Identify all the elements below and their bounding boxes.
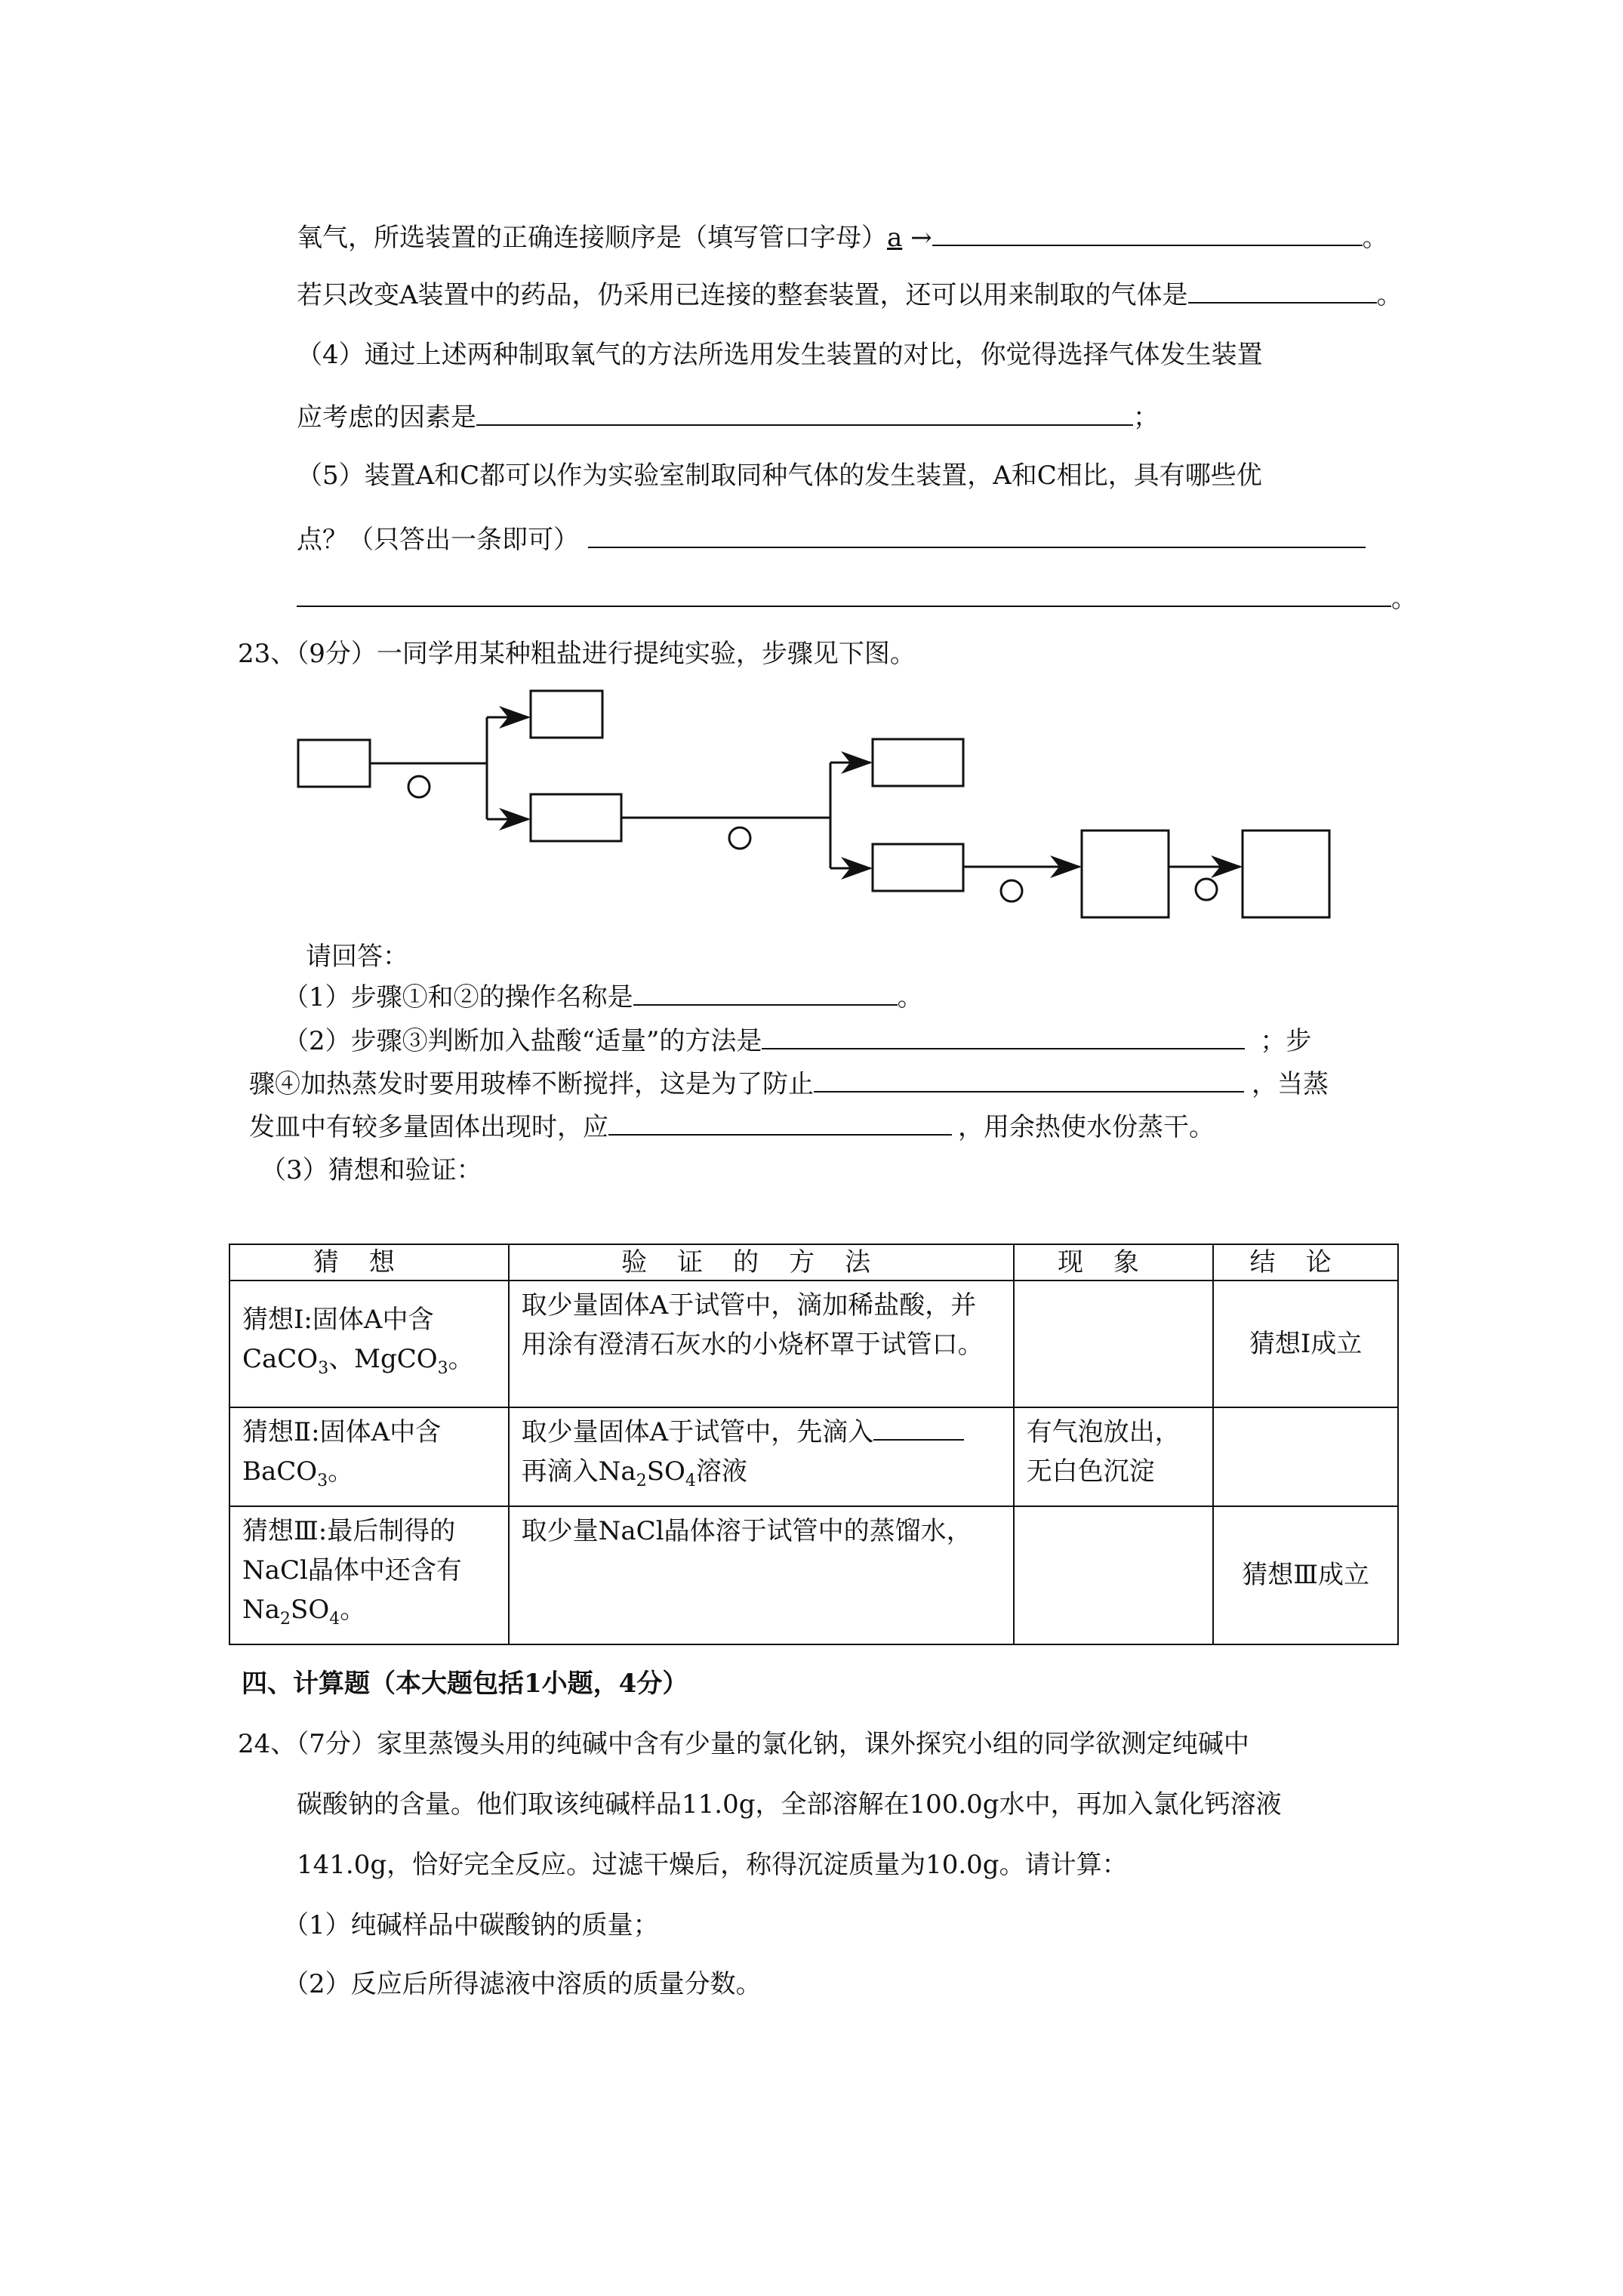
- q23-answer2-line2: [249, 1065, 1329, 1102]
- conclusion-cell: 猜想Ⅲ成立: [1213, 1506, 1398, 1644]
- q22-part4-line1: （4）通过上述两种制取氧气的方法所选用发生装置的对比，你觉得选择气体发生装置: [297, 340, 1263, 370]
- q24-line3: 141.0g，恰好完全反应。过滤干燥后，称得沉淀质量为10.0g。请计算：: [297, 1850, 1128, 1880]
- subscript: 3: [437, 1358, 448, 1378]
- punctuation: 。: [340, 1594, 366, 1625]
- flow-box-solution: [873, 844, 963, 891]
- formula-text: CaCO: [242, 1343, 319, 1374]
- answer-blank[interactable]: [814, 1065, 1244, 1093]
- section4-title: 四、计算题（本大题包括1小题，4分）: [242, 1669, 688, 1699]
- verification-table: [229, 1244, 1399, 1645]
- punctuation: 。: [448, 1343, 474, 1374]
- q22-part5-line2-text: 点？（只答出一条即可）: [297, 525, 579, 555]
- method-text: 溶液: [695, 1456, 747, 1487]
- answer-blank[interactable]: [1188, 276, 1377, 304]
- answer-blank[interactable]: [873, 1416, 964, 1441]
- q23-answer2-line1-text: （2）步骤③判断加入盐酸“适量”的方法是: [283, 1026, 762, 1056]
- flow-box-precipitate: [873, 739, 963, 786]
- q24-line2: 碳酸钠的含量。他们取该纯碱样品11.0g，全部溶解在100.0g水中，再加入氯化钙溶液: [297, 1789, 1282, 1820]
- flow-box-crude-salt: [298, 740, 370, 787]
- table-row: [229, 1281, 1398, 1407]
- answer-blank[interactable]: [588, 521, 1366, 548]
- conclusion-cell[interactable]: [1213, 1407, 1398, 1506]
- q22-part4-line2-text: 应考虑的因素是: [297, 402, 476, 433]
- method-text: 再滴入Na: [521, 1456, 636, 1487]
- answer-blank[interactable]: [932, 219, 1363, 246]
- answer-blank[interactable]: [297, 580, 1391, 607]
- table-row: [229, 1506, 1398, 1644]
- answer-blank[interactable]: [633, 978, 898, 1006]
- method-cell: 取少量NaCl晶体溶于试管中的蒸馏水，: [509, 1506, 1014, 1644]
- q22-part4-line2-end: ；: [1133, 402, 1159, 433]
- q22-part5-line3-end: 。: [1391, 584, 1417, 614]
- table-row: [229, 1407, 1398, 1506]
- q23-answer3: （3）猜想和验证：: [260, 1155, 482, 1185]
- q22-part5-line2: [297, 521, 1366, 558]
- conclusion-cell: 猜想Ⅰ成立: [1213, 1281, 1398, 1407]
- hypothesis-cell: [229, 1281, 509, 1407]
- hypothesis-text: 猜想Ⅰ:固体A中含: [242, 1304, 434, 1335]
- q22-line1-start: a: [887, 223, 903, 253]
- table-header-row: [229, 1244, 1398, 1281]
- q23-title: 23、（9分）一同学用某种粗盐进行提纯实验，步骤见下图。: [238, 639, 916, 669]
- formula-text: BaCO: [242, 1456, 318, 1487]
- q24-subquestion1: （1）纯碱样品中碳酸钠的质量；: [283, 1910, 659, 1940]
- subscript: 2: [636, 1471, 647, 1490]
- method-text: 取少量固体A于试管中，先滴入: [521, 1417, 874, 1447]
- table-header-cell: 猜想: [229, 1244, 509, 1281]
- table-header-cell: 现象: [1014, 1244, 1214, 1281]
- formula-text: SO: [291, 1594, 330, 1625]
- punctuation: 。: [328, 1456, 354, 1487]
- flow-box-filtrate: [531, 794, 621, 841]
- q22-line1-text: 氧气，所选装置的正确连接顺序是（填写管口字母）: [297, 223, 887, 253]
- phenomenon-cell: 有气泡放出，无白色沉淀: [1014, 1407, 1214, 1506]
- q22-line1-end: 。: [1362, 223, 1388, 253]
- q23-answer1: [283, 978, 923, 1015]
- table-header-cell: 验证的方法: [509, 1244, 1014, 1281]
- q22-part5-line1: （5）装置A和C都可以作为实验室制取同种气体的发生装置，A和C相比，具有哪些优: [297, 461, 1262, 491]
- method-text: 取少量固体A于试管中，滴加稀盐酸，并用涂有澄清石灰水的小烧杯罩于试管口。: [521, 1290, 984, 1360]
- formula-text: SO: [646, 1456, 685, 1487]
- method-cell: [509, 1407, 1014, 1506]
- q23-answer2-line1-end: ；步: [1260, 1026, 1312, 1056]
- q24-line1: 24、（7分）家里蒸馒头用的纯碱中含有少量的氯化钠，课外探究小组的同学欲测定纯碱中: [238, 1729, 1249, 1759]
- subscript: 3: [317, 1471, 328, 1490]
- table-header-cell: 结论: [1213, 1244, 1398, 1281]
- subscript: 3: [318, 1358, 329, 1378]
- phenomenon-cell[interactable]: [1014, 1506, 1214, 1644]
- q24-subquestion2: （2）反应后所得滤液中溶质的质量分数。: [283, 1969, 762, 1999]
- q22-line2-end: 。: [1376, 280, 1403, 310]
- purification-flowchart: [287, 664, 1359, 936]
- step-marker-2: [729, 827, 750, 849]
- q22-part4-line2: [297, 399, 1159, 436]
- q23-answer2-line2-end: ，当蒸: [1252, 1069, 1329, 1099]
- q23-answer2-line2-text: 骤④加热蒸发时要用玻棒不断搅拌，这是为了防止: [249, 1069, 814, 1099]
- step-marker-4: [1196, 879, 1217, 900]
- q22-part5-line3: [297, 580, 1417, 617]
- formula-text: 、MgCO: [328, 1343, 438, 1374]
- subscript: 4: [685, 1471, 696, 1490]
- flow-box-step3-result: [1082, 831, 1169, 917]
- q23-answer2-line3: [249, 1108, 1215, 1145]
- answer-blank[interactable]: [476, 399, 1133, 426]
- hypothesis-text: 猜想Ⅲ:最后制得的NaCl晶体中还含有Na: [242, 1515, 462, 1625]
- q23-answer2-line3-text: 发皿中有较多量固体出现时，应: [249, 1112, 608, 1142]
- phenomenon-cell[interactable]: [1014, 1281, 1214, 1407]
- hypothesis-cell: [229, 1506, 509, 1644]
- step-marker-1: [408, 776, 430, 797]
- q22-line1-arrow: →: [910, 223, 932, 253]
- flow-box-final: [1243, 831, 1329, 917]
- q23-answer1-text: （1）步骤①和②的操作名称是: [283, 982, 633, 1012]
- answer-blank[interactable]: [762, 1022, 1245, 1049]
- q23-answer2-line3-end: ，用余热使水份蒸干。: [958, 1112, 1215, 1142]
- subscript: 2: [280, 1609, 291, 1629]
- q22-line2-text: 若只改变A装置中的药品，仍采用已连接的整套装置，还可以用来制取的气体是: [297, 280, 1188, 310]
- step-marker-3: [1001, 880, 1022, 901]
- answer-blank[interactable]: [608, 1108, 952, 1136]
- q23-answer2-line1: [283, 1022, 1311, 1059]
- subscript: 4: [329, 1609, 340, 1629]
- hypothesis-cell: [229, 1407, 509, 1506]
- q22-line1: [297, 219, 1388, 256]
- method-cell: [509, 1281, 1014, 1407]
- q23-prompt: 请回答：: [306, 942, 408, 972]
- flow-box-solid-a: [531, 691, 602, 738]
- q23-answer1-end: 。: [897, 982, 923, 1012]
- q22-line2: [297, 276, 1403, 313]
- hypothesis-text: 猜想Ⅱ:固体A中含: [242, 1417, 442, 1447]
